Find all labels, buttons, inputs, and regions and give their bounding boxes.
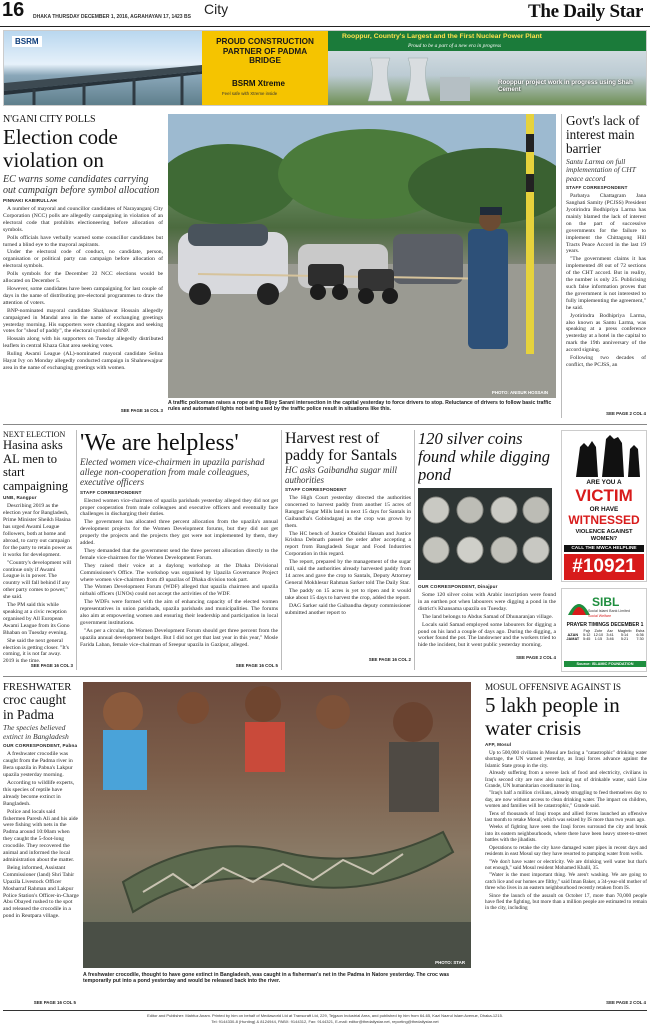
lead-photo-caption: A traffic policeman raises a rope at the Bijoy Sarani intersection in the capital yesterday to force drivers to stop. Reluctance of drivers to follow basic traffic rules and automated lights not being used by the traffic police result in situations like this.	[168, 400, 552, 413]
ad-xtreme-panel	[202, 31, 328, 105]
masthead	[0, 0, 650, 28]
victim-line2: VICTIM	[575, 486, 633, 505]
hasina-story	[3, 430, 73, 664]
sibl-brand: SIBL	[592, 595, 620, 609]
croc-photo-credit: PHOTO: STAR	[435, 960, 465, 965]
coins-headline: 120 silver coins found while digging pond	[418, 430, 550, 484]
ad-xtreme-tag: Feel safe with Xtreme inside	[222, 91, 278, 96]
sibl-tag: Social Welfare	[588, 614, 612, 618]
helpless-jump[interactable]: SEE PAGE 16 COL 5	[235, 663, 278, 668]
croc-story	[3, 682, 79, 1000]
page-number: 16	[2, 0, 25, 21]
mosul-story	[485, 682, 647, 1000]
lead-story	[3, 114, 163, 388]
lead-deck: EC warns some candidates carrying out campaign before symbol allocation	[3, 174, 160, 196]
lead-body: A number of mayoral and councillor candidates of Narayanganj City Corporation (NCC) polls are allegedly campaigning in violation of an electoral code that prohibits electioneering before allocation of symbols. Polls officials have verbally warned some councillor candidates but turned a blind eye to the mayoral aspirants. Under the electoral code of conduct, no candidate, person, organisation or political party can campaign before allocation of electoral symbols. Polls symbols for the December 22 NCC elections would be allocated on December 5. However, some candidates have been campaigning for last couple of days in the name of distributing pre-electoral programmes to draw the attention of voters. BNP-nominated mayoral candidate Shakhawat Hossain allegedly campaigned in Mandal area in the name of exchanging greetings yesterday morning. His supporters were chanting slogans and seeking votes for "sheaf of paddy", the electoral symbol of BNP. Hossain along with his supporters on Tuesday allegedly distributed leaflets in central Khaza Ghat area seeking votes. Ruling Awami League (AL)-nominated mayoral candidate Selina Hayat Ivy on Monday allegedly conducted campaign in Shahnewajpur area in the name of exchanging greetings with women.	[3, 206, 163, 371]
mosul-headline: 5 lakh people in water crisis	[485, 693, 620, 740]
coins-photo	[418, 488, 552, 580]
victim-line6: CALL THE MWCA HELPLINE	[564, 545, 644, 552]
mosul-kicker: MOSUL OFFENSIVE AGAINST IS	[485, 682, 622, 692]
govt-body: Parbatya Chattagram Jana Sanghati Samity (PCJSS) President Jyotirindra Bodhipriya Larma has mainly blamed the lack of interest on the part of successive governments for the failure to implement the Chittagong Hill Tracts Peace Accord in the last 19 years. "The government claims it has implemented 48 out of 72 sections of the CHT accord. But in reality, the number is only 25. Publicising such false information proves that the government is not interested to fully implementing the agreement," he said. Jyotirindra Bodhipriya Larma, also known as Santu Larma, was speaking at a press conference yesterday at a hotel in the capital to mark the 19th anniversary of the accord signing. Following two decades of conflict, the PCJSS, an	[566, 193, 646, 368]
section-name: City	[204, 1, 229, 17]
govt-story	[566, 114, 646, 412]
lead-photo-credit: PHOTO: ANISUR HOSSAIN	[491, 390, 548, 395]
prayer-azan-row: AZAN 5:12 12:10 3:41 5:14 6:36	[567, 633, 644, 637]
croc-photo-caption: A freshwater crocodile, thought to have gone extinct in Bangladesh, was caught in a fisherman's net in the Padma in Natore yesterday. The croc was temporarily put into a pond yesterday and would be released back into the river.	[83, 972, 450, 985]
dateline: DHAKA THURSDAY DECEMBER 1, 2016, AGRAHAYAN 17, 1423 BS	[33, 14, 191, 20]
bridge-deck	[4, 65, 202, 91]
helpless-body: Elected women vice-chairmen of upazila parishads yesterday alleged they did not get proper cooperation from male colleagues and executive officers and eventually face challenges in discharging their duties. The government has allocated three percent allocation from the upazila's annual development projects for the Women Development forums, but they did not get properly the projects and the projects they got were not implemented by them, they added. They demanded that the government send the three percent allocation directly to the female vice-chairmen for the Women Development Forum. They raised their voice at a daylong workshop at the Dhaka Divisional Commissioner's Office. The workshop was organised by Upazila Governance Project where women vice-chairmen from 49 upazilas of Dhaka division took part. The Women Development Forum (WDF) alleged that upazila chairmen and upazila nirbahi officers (UNOs) could not accept the activities of the WDF. The WDFs were formed with the aim of enhancing capacity of the elected women representatives in union parishads, upazila parishads and municipalities. The forums also aim at empowering women and ensuring their leadership and participation in local government institutions. "As per a circular, the Women Development Forum should get three percent from the upazila annual development budget. But I did not get that last year in this year," Mosle Farida Laban, female vice-chairman of Sreepur upazila in Gazipur, alleged.	[80, 497, 278, 648]
masthead-rule	[0, 26, 650, 27]
harvest-body: The High Court yesterday directed the authorities concerned to harvest paddy from another 15 acres of Rangpur Sugar Mills land in next 15 days for Santals in Gaibandha's Gobindaganj as the crop was grown by them. The HC bench of Justice Obaidul Hassan and Justice Krishna Debnath passed the order after accepting a report from Bangladesh Sugar and Food Industries Corporation in this regard. The report, prepared by the management of the sugar mill, said the authorities already harvested paddy from 14 acres and gave the crop to Santals, Deputy Attorney General Mokhlesur Rahman Sarker told The Daily Star. The paddy on 15 acres is yet to ripen and it would take about 15 days to harvest the crop, added the report. DAG Sarker said the Gaibandha deputy commissioner submitted another report to	[285, 495, 411, 616]
cooling-towers-illustration	[358, 53, 478, 103]
ad-bridge-panel	[4, 31, 202, 105]
mosul-byline: AFP, Mosul	[485, 742, 512, 747]
govt-jump[interactable]: SEE PAGE 2 COL 4	[606, 411, 646, 416]
lead-photo	[168, 114, 556, 398]
croc-jump[interactable]: SEE PAGE 16 COL 5	[33, 1000, 76, 1005]
footer-imprint-line1: Editor and Publisher: Mahfuz Anam. Printed by him on behalf of Mediaworld Ltd at Transcraft Ltd, 229, Tejgaon Industrial Area, and published by him from 64-65, Kazi Nazrul Islam Avenue, Dhaka-1215.	[147, 1013, 503, 1018]
ad-cement-panel	[328, 31, 646, 105]
ad-cement-headline: Rooppur, Country's Largest and the First Nuclear Power Plant	[342, 33, 542, 40]
victim-line3: OR HAVE	[589, 506, 619, 513]
helpless-byline: STAFF CORRESPONDENT	[80, 489, 142, 495]
ad-banner[interactable]	[3, 30, 647, 106]
raised-hands-icon	[566, 433, 644, 479]
prayer-table	[564, 629, 646, 641]
mosul-jump[interactable]: SEE PAGE 2 COL 4	[606, 1000, 646, 1005]
footer-imprint-line2: Tel: 9144330-8 (Hunting) & 8124944, PABX: 9144312, Fax: 9144321, E-mail: editor@thedailystar.net, reporting@thedailystar.net	[211, 1019, 439, 1024]
victim-line5: VIOLENCE AGAINST WOMEN?	[575, 529, 633, 542]
harvest-jump[interactable]: SEE PAGE 16 COL 2	[368, 657, 411, 662]
helpless-story	[80, 430, 278, 662]
ad-xtreme-brand: BSRM Xtreme	[232, 79, 285, 88]
harvest-byline: STAFF CORRESPONDENT	[285, 487, 347, 492]
helpless-headline: 'We are helpless'	[80, 430, 239, 456]
ad-cement-footer: Rooppur project work in progress using Shah Cement	[498, 79, 633, 94]
bsrm-logo: BSRM	[12, 36, 42, 47]
coins-jump[interactable]: SEE PAGE 2 COL 4	[516, 655, 556, 660]
victim-helpline-number[interactable]: #10921	[564, 554, 644, 580]
croc-kicker: FRESHWATER	[3, 682, 72, 693]
hasina-body: Describing 2019 as the election year for Bangladesh, Prime Minister Sheikh Hasina has urged Awami League followers, both at home and abroad, to carry out campaign for the party to retain power as it works for development. "Country's development will continue only if Awami League is in power. The country will fall behind if any other party comes to power," she said. The PM said this while speaking at a civic reception organised by All European Awami League from its Gono Bhaban on Tuesday evening. She said the next general election is getting closer. "It's coming, it is not far away. 2019 is the time.	[3, 503, 72, 664]
victim-line1: ARE YOU A	[586, 479, 622, 486]
lead-byline: PINNAKI KABIRULLAH	[3, 198, 57, 203]
silver-coins-illustration	[418, 488, 552, 580]
croc-body: A freshwater crocodile was caught from the Padma river in Bera upazila in Pabna's Lakpur upazila yesterday morning. According to wildlife experts, this species of reptile have already become extinct in Bangladesh. Police and locals said fishermen Paresh Ali and his aide were fishing with nets in the Padma around 10:00am when they caught the 5-foot-long crocodile. They recovered the animal and informed the local administration about the matter. Being informed, Assistant Commissioner (land) Shri Tahir Upazila Livestock Officer Mosharraf Rahman and Lakpur Police Station's Officer-in-Charge Abu Obayed rushed to the spot and released the crocodile in a pond in Reutpara village.	[3, 751, 79, 920]
mosul-body: Up to 500,000 civilians in Mosul are facing a "catastrophic" drinking water shortage, the UN warned yesterday, as Iraqi forces advance against the Islamic State group in the city. Already suffering from a severe lack of food and electricity, civilians in Iraq's second city are now also running out of drinkable water, said Lise Grande, UN humanitarian coordinator in Iraq. "Iraq's half a million civilians, already struggling to feed themselves day to day, are now without access to clean drinking water. The impact on children, women and families will be catastrophic," Grande said. Tens of thousands of Iraqi troops and allied forces launched an offensive last month to retake Mosul, which was seized by IS more than two years ago. Weeks of fighting have seen the Iraqi forces surround the city and break into its eastern neighbourhoods, where there have been heavy street-to-street battles with the jihadists. Operations to retake the city have damaged water pipes in recent days and residents in east Mosul say they have resorted to pumping water from wells. "We don't have water or electricity. We are drinking well water but that's not enough," said Mosul resident Mohamed Khalil, 35. "Water is the most important thing. We aren't washing. We are going to catch lice and our homes are filthy," said Iman Baker, a 34-year-old mother of three who lives in an eastern neighbourhood recently retaken from IS. Since the launch of the assault on October 17, more than 70,000 people have fled the fighting, but more than a million people are estimated to remain in the city, including	[485, 750, 647, 912]
harvest-story	[285, 430, 411, 662]
crocodile-crowd-illustration	[83, 682, 471, 968]
sibl-sub: Social Islami Bank Limited	[588, 609, 630, 613]
croc-headline: croc caught in Padma	[3, 692, 67, 722]
ad-xtreme-headline: PROUD CONSTRUCTION PARTNER OF PADMA BRIDGE	[216, 37, 314, 65]
coins-byline: OUR CORRESPONDENT, Dinajpur	[418, 584, 498, 589]
harvest-deck: HC asks Gaibandha sugar mill authorities	[285, 465, 398, 485]
lead-jump[interactable]: SEE PAGE 16 COL 3	[120, 408, 163, 413]
hasina-byline: UNB, Rangpur	[3, 495, 37, 501]
lead-headline: Election code violation on	[3, 125, 118, 172]
ad-cement-sub: Proud to be a part of a new era in progress	[408, 43, 502, 49]
govt-deck: Santu Larma on full implementation of CHT peace accord	[566, 157, 636, 183]
victim-line4: WITNESSED	[568, 513, 640, 527]
helpless-deck: Elected women vice-chairmen in upazila parishad allege non-cooperation from male colleagues, executive officers	[80, 457, 265, 488]
croc-byline: OUR CORRESPONDENT, Pabna	[3, 743, 78, 749]
hasina-headline: Hasina asks AL men to start campaigning	[3, 438, 69, 493]
prayer-header-row: Fajr Zohr Asr Maghrib Esha	[583, 629, 645, 633]
coins-story	[418, 430, 556, 662]
croc-photo	[83, 682, 471, 968]
croc-deck: The species believed extinct in Bangladesh	[3, 723, 69, 741]
govt-headline: Govt's lack of interest main barrier	[566, 114, 640, 156]
ad-sibl[interactable]	[561, 588, 647, 672]
prayer-source: Source: ISLAMIC FOUNDATION	[564, 661, 646, 667]
prayer-title: PRAYER TIMINGS DECEMBER 1	[566, 622, 644, 628]
harvest-headline: Harvest rest of paddy for Santals	[285, 430, 397, 464]
hasina-kicker: NEXT ELECTION	[3, 430, 66, 439]
lead-kicker: N'GANI CITY POLLS	[3, 114, 96, 125]
ad-victim[interactable]	[561, 430, 647, 582]
hasina-jump[interactable]: SEE PAGE 16 COL 3	[30, 663, 73, 668]
traffic-scene-illustration	[168, 114, 556, 398]
govt-byline: STAFF CORRESPONDENT	[566, 185, 628, 191]
prayer-jamaat-row: JAMAT 5:45 1:15 3:46 5:21 7:30	[566, 637, 644, 641]
coins-body: Some 120 silver coins with Arabic inscription were found in an earthen pot when labourers were digging a pond in the district's Khansama upazila on Tuesday. The land belongs to Abdus Samad of Dhunaranjan village. Locals said Samad employed some labourers for digging a pond on his land a couple of days ago. During the digging, a worker found the pot. The landowner and the workers tried to hide the incident, but it went public yesterday morning.	[418, 592, 556, 649]
paper-logo: The Daily Star	[528, 1, 644, 22]
